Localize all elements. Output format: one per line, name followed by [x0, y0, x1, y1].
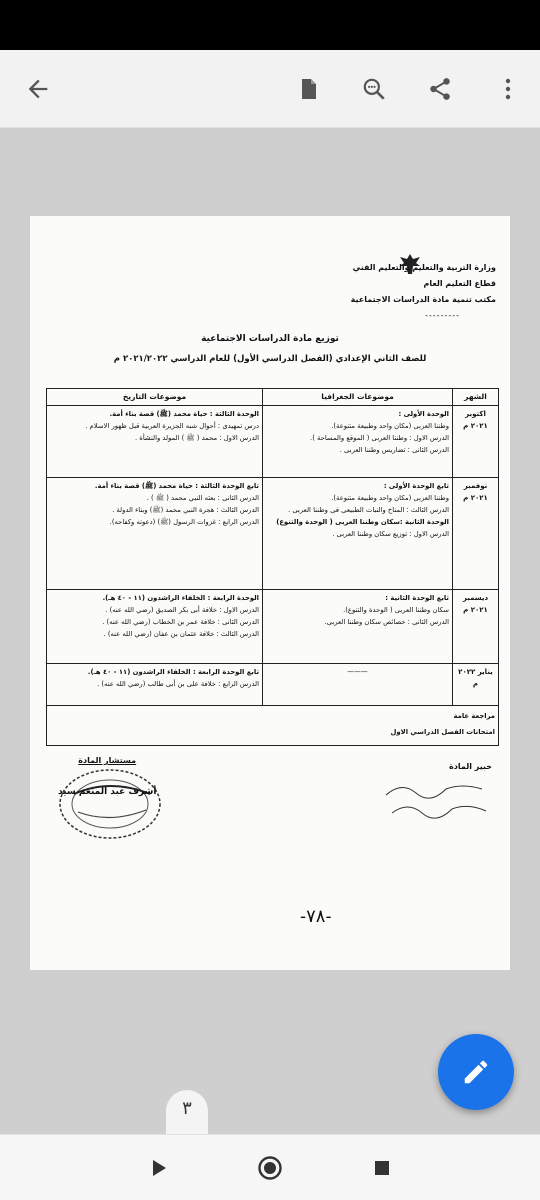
- status-bar: [0, 0, 540, 50]
- header-line: وزارة التربية والتعليم والتعليم الفني: [352, 263, 496, 272]
- cell-line: الوحدة الثانية :سكان وطننا العربى ( الوحدة والتنوع): [276, 518, 449, 526]
- geography-cell: [263, 478, 453, 590]
- advisor-title: مستشار المادة: [78, 756, 137, 765]
- column-header: موضوعات الجغرافيا: [263, 389, 453, 406]
- handwritten-signature-icon: [382, 775, 492, 825]
- geography-cell: [263, 406, 453, 478]
- cell-line: تابع الوحدة الأولى :: [383, 482, 449, 490]
- page-number: -٧٨-: [300, 906, 332, 927]
- cell-line: الدرس الثانى : خصائص سكان وطننا العربى.: [324, 618, 449, 626]
- cell-line: الدرس الثالث : هجرة النبي محمد (ﷺ) وبناء الدولة .: [112, 506, 259, 514]
- advisor-name: أشرف عبد المنعم سيد: [58, 787, 157, 797]
- cell-line: الوحدة الرابعة : الخلفاء الراشدون (١١ - ٤٠ هـ).: [102, 594, 259, 602]
- cell-line: تابع الوحدة الثانية :: [385, 594, 449, 602]
- cell-line: تابع الوحدة الثالثة : حياة محمد (ﷺ) قصة بناء أمة.: [94, 482, 259, 490]
- table-row: [47, 406, 499, 478]
- history-cell: [47, 590, 263, 664]
- month-cell: ديسمبر ٢٠٢١ م: [453, 590, 499, 664]
- cell-line: وطننا العربى (مكان واحد وطبيعة متنوعة).: [331, 422, 449, 430]
- nav-back-button[interactable]: [144, 1153, 174, 1183]
- ministry-header: [351, 260, 496, 324]
- share-icon: [427, 76, 453, 102]
- cell-line: الدرس الاول : خلافة أبى بكر الصديق (رضي الله عنه) .: [105, 606, 259, 614]
- cell-line: الدرس الاول : توزيع سكان وطننا العربى .: [332, 530, 449, 538]
- more-vert-icon: [504, 77, 512, 101]
- cell-line: الدرس الاول : محمد ( ﷺ ) المولد والنشأة .: [134, 434, 259, 442]
- zoom-button[interactable]: [354, 69, 394, 109]
- cell-line: الوحدة الثالثة : حياة محمد (ﷺ) قصة بناء أمة.: [109, 410, 259, 418]
- month-cell: يناير ٢٠٢٢ م: [453, 664, 499, 706]
- cell-line: الدرس الرابع : غزوات الرسول (ﷺ) (دعوته وكفاحه).: [109, 518, 259, 526]
- header-line: مكتب تنمية مادة الدراسات الاجتماعية: [350, 295, 496, 304]
- cell-line: الدرس الاول : وطننا العربى ( الموقع والمساحة ).: [310, 434, 449, 442]
- column-header: موضوعات التاريخ: [47, 389, 263, 406]
- back-button[interactable]: [18, 69, 58, 109]
- month-cell: نوفمبر ٢٠٢١ م: [453, 478, 499, 590]
- edit-fab-button[interactable]: [438, 1034, 514, 1110]
- cell-line: الوحدة الأولى :: [398, 410, 449, 418]
- history-cell: [47, 406, 263, 478]
- table-row: [47, 706, 499, 746]
- curriculum-table: [46, 388, 499, 746]
- advisor-signature: [58, 756, 156, 797]
- expert-title: خبير المادة: [449, 762, 492, 771]
- edit-pencil-icon: [461, 1057, 491, 1087]
- nav-home-button[interactable]: [255, 1153, 285, 1183]
- geography-cell: [263, 664, 453, 706]
- cell-line: تابع الوحدة الرابعة : الخلفاء الراشدون (١١ - ٤٠ هـ).: [87, 668, 259, 676]
- month-cell: اكتوبر ٢٠٢١ م: [453, 406, 499, 478]
- column-header: الشهر: [453, 389, 499, 406]
- table-header-row: [47, 389, 499, 406]
- review-label: مراجعة عامة: [453, 712, 495, 720]
- review-cell: [47, 706, 499, 746]
- document-icon: [296, 76, 320, 102]
- cell-line: الدرس الثانى : خلافة عمر بن الخطاب (رضي الله عنه) .: [102, 618, 259, 626]
- share-button[interactable]: [420, 69, 460, 109]
- document-subtitle: للصف الثاني الإعدادي (الفصل الدراسي الأول) للعام الدراسي ٢٠٢١/٢٠٢٢ م: [113, 354, 427, 364]
- nav-recents-button[interactable]: [367, 1153, 397, 1183]
- table-row: [47, 478, 499, 590]
- document-page[interactable]: [30, 216, 510, 970]
- table-row: [47, 590, 499, 664]
- history-cell: [47, 478, 263, 590]
- cell-line: الدرس الثانى : بعثه النبي محمد ( ﷺ ) .: [146, 494, 259, 502]
- header-line: قطاع التعليم العام: [423, 279, 496, 288]
- cell-line: درس تمهيدى : أحوال شبه الجزيرة العربية قبل ظهور الاسلام .: [85, 422, 259, 430]
- table-row: [47, 664, 499, 706]
- cell-line: الدرس الرابع : خلافة على بن أبى طالب (رضي الله عنه) .: [97, 680, 259, 688]
- exams-label: امتحانات الفصل الدراسي الاول: [390, 728, 495, 736]
- history-cell: [47, 664, 263, 706]
- zoom-icon: [361, 76, 387, 102]
- geography-cell: [263, 590, 453, 664]
- cell-line: الدرس الثالث : المناخ والنبات الطبيعى فى وطننا العربى .: [288, 506, 449, 514]
- page-indicator[interactable]: ٣: [166, 1090, 208, 1136]
- cell-line: سكان وطننا العربى ( الوحدة والتنوع).: [343, 606, 449, 614]
- document-title: توزيع مادة الدراسات الاجتماعية: [201, 334, 339, 344]
- cell-line: ———: [347, 668, 368, 676]
- more-options-button[interactable]: [488, 69, 528, 109]
- document-button[interactable]: [288, 69, 328, 109]
- home-circle-icon: [257, 1155, 283, 1181]
- cell-line: الدرس الثالث : خلافة عثمان بن عفان (رضي الله عنه) .: [103, 630, 259, 638]
- system-nav-bar: [0, 1134, 540, 1200]
- back-triangle-icon: [150, 1159, 168, 1177]
- app-bar: [0, 50, 540, 128]
- cell-line: وطننا العربى (مكان واحد وطبيعة متنوعة).: [331, 494, 449, 502]
- header-dash: ---------: [425, 311, 460, 320]
- arrow-back-icon: [24, 75, 52, 103]
- cell-line: الدرس الثانى : تضاريس وطننا العربى .: [339, 446, 449, 454]
- expert-signature: [382, 762, 492, 827]
- recents-square-icon: [374, 1160, 390, 1176]
